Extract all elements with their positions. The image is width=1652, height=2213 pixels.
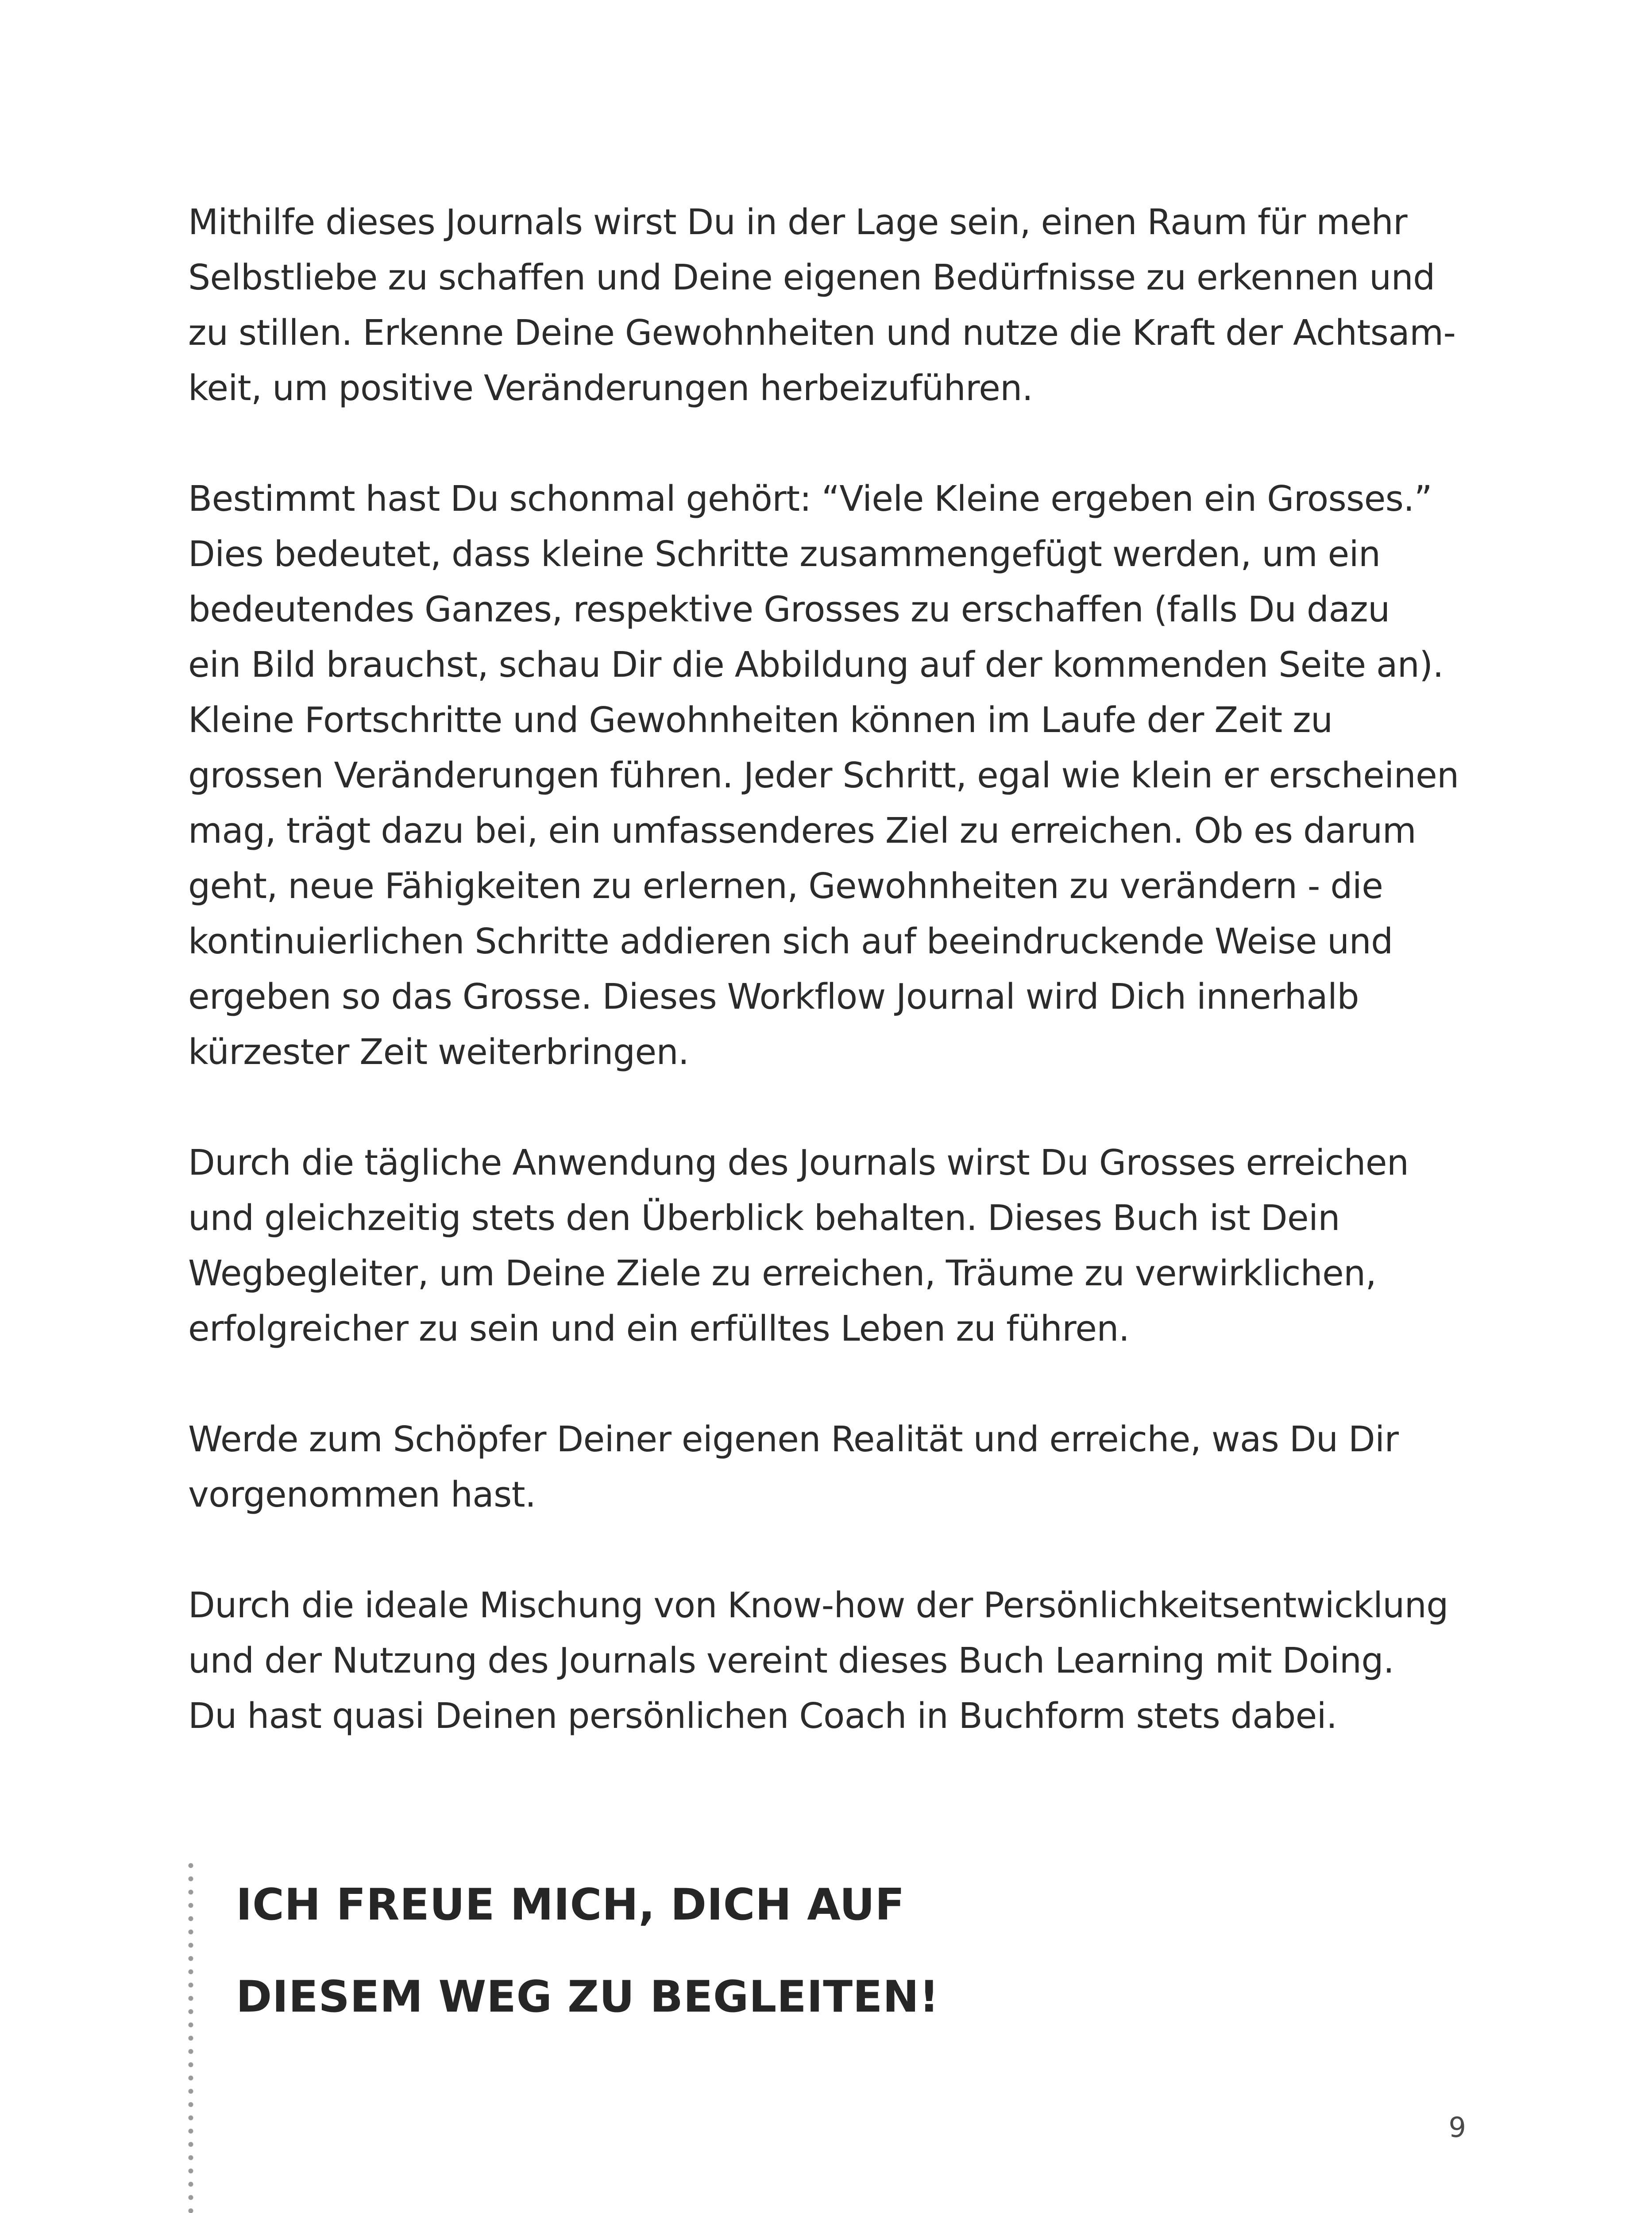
text-line: Kleine Fortschritte und Gewohnheiten können im Laufe der Zeit zu bbox=[188, 700, 1333, 740]
callout-quote bbox=[188, 1859, 1516, 2213]
paragraph-4 bbox=[188, 1412, 1498, 1523]
paragraph-2 bbox=[188, 471, 1498, 1080]
text-line: Werde zum Schöpfer Deiner eigenen Realität und erreiche, was Du Dir bbox=[188, 1419, 1399, 1460]
text-line: mag, trägt dazu bei, ein umfassenderes Ziel zu erreichen. Ob es darum bbox=[188, 810, 1417, 851]
text-line: keit, um positive Veränderungen herbeizuführen. bbox=[188, 368, 1033, 409]
paragraph-3 bbox=[188, 1135, 1498, 1357]
text-line: Selbstliebe zu schaffen und Deine eigenen Bedürfnisse zu erkennen und bbox=[188, 257, 1435, 298]
paragraph-5 bbox=[188, 1578, 1498, 1744]
text-line: bedeutendes Ganzes, respektive Grosses zu erschaffen (falls Du dazu bbox=[188, 589, 1390, 630]
text-line: ergeben so das Grosse. Dieses Workflow Journal wird Dich innerhalb bbox=[188, 976, 1359, 1017]
text-line: Durch die tägliche Anwendung des Journals wirst Du Grosses erreichen bbox=[188, 1142, 1409, 1183]
text-line: Wegbegleiter, um Deine Ziele zu erreichen, Träume zu verwirklichen, bbox=[188, 1253, 1377, 1294]
text-line: vorgenommen hast. bbox=[188, 1474, 536, 1515]
text-line: kürzester Zeit weiterbringen. bbox=[188, 1032, 689, 1072]
text-line: Durch die ideale Mischung von Know-how der Persönlichkeitsentwicklung bbox=[188, 1585, 1448, 1626]
text-line: zu stillen. Erkenne Deine Gewohnheiten und nutze die Kraft der Achtsam- bbox=[188, 312, 1456, 353]
text-line: grossen Veränderungen führen. Jeder Schritt, egal wie klein er erscheinen bbox=[188, 755, 1459, 796]
page-number: 9 bbox=[1448, 2111, 1466, 2144]
callout-line: DIESEM WEG ZU BEGLEITEN! bbox=[236, 1972, 939, 2022]
text-line: Mithilfe dieses Journals wirst Du in der Lage sein, einen Raum für mehr bbox=[188, 202, 1407, 243]
text-line: Du hast quasi Deinen persönlichen Coach in Buchform stets dabei. bbox=[188, 1696, 1337, 1736]
dotted-divider bbox=[188, 1859, 193, 2213]
text-line: geht, neue Fähigkeiten zu erlernen, Gewohnheiten zu verändern - die bbox=[188, 866, 1383, 906]
callout-line: ICH FREUE MICH, DICH AUF bbox=[236, 1880, 905, 1930]
text-line: und der Nutzung des Journals vereint dieses Buch Learning mit Doing. bbox=[188, 1640, 1394, 1681]
text-line: und gleichzeitig stets den Überblick behalten. Dieses Buch ist Dein bbox=[188, 1198, 1340, 1238]
text-line: Bestimmt hast Du schonmal gehört: “Viele Kleine ergeben ein Grosses.” bbox=[188, 478, 1432, 519]
text-line: Dies bedeutet, dass kleine Schritte zusammengefügt werden, um ein bbox=[188, 534, 1381, 574]
text-line: kontinuierlichen Schritte addieren sich auf beeindruckende Weise und bbox=[188, 921, 1393, 962]
text-line: erfolgreicher zu sein und ein erfülltes Leben zu führen. bbox=[188, 1308, 1130, 1349]
callout-heading bbox=[236, 1859, 939, 2043]
text-line: ein Bild brauchst, schau Dir die Abbildung auf der kommenden Seite an). bbox=[188, 644, 1444, 685]
body-text bbox=[188, 195, 1498, 1799]
paragraph-1 bbox=[188, 195, 1498, 416]
